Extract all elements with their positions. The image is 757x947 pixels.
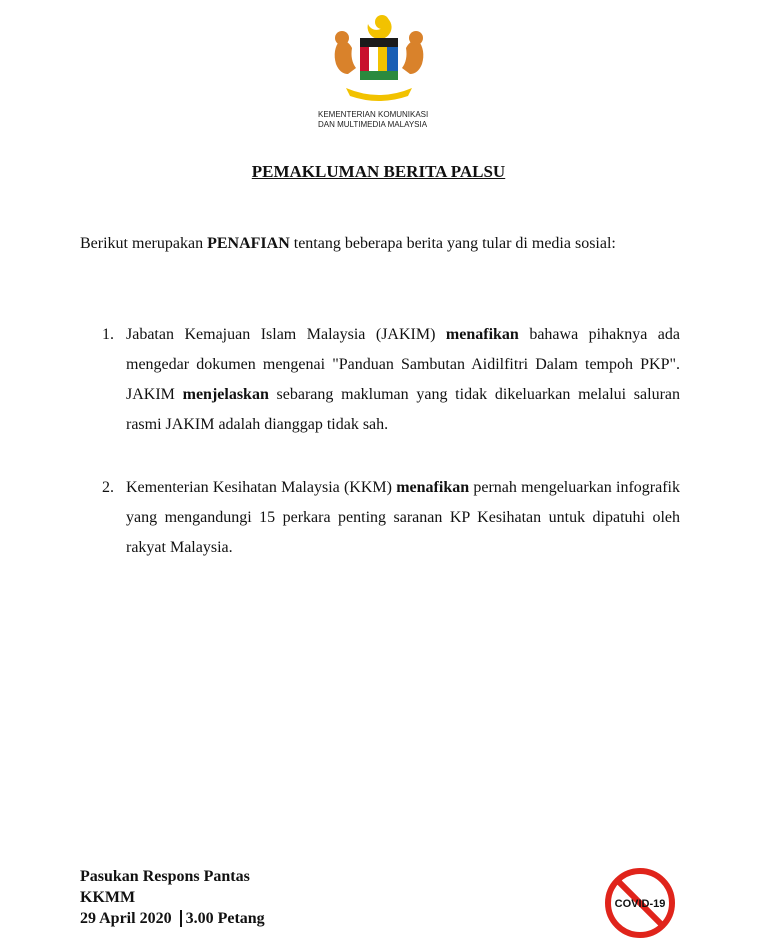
- list-item-text: pernah mengeluarkan infografik yang mengandungi 15 perkara penting saranan KP Kesihatan untuk dipatuhi oleh rakyat Malaysia.: [126, 479, 680, 556]
- list-item-bold: menafikan: [445, 326, 519, 343]
- ministry-name: [318, 110, 468, 130]
- coat-of-arms-icon: [320, 10, 438, 110]
- signature-block: [80, 866, 265, 929]
- separator: [180, 910, 182, 927]
- list-item-bold: menjelaskan: [182, 386, 269, 403]
- intro-paragraph: [80, 228, 680, 259]
- date-time: [80, 908, 265, 929]
- intro-text-2: tentang beberapa berita yang tular di media sosial:: [289, 235, 616, 252]
- team-name: Pasukan Respons Pantas: [80, 868, 250, 885]
- letterhead: [0, 10, 757, 110]
- list-item-text: bahawa pihaknya ada mengedar dokumen mengenai "Panduan Sambutan Aidilfitri Dalam tempoh PKP". JAKIM: [126, 326, 681, 403]
- list-item: [80, 473, 680, 563]
- no-covid-icon: [603, 866, 677, 940]
- list-item-bold: menafikan: [396, 479, 470, 496]
- page-title: PEMAKLUMAN BERITA PALSU: [251, 162, 506, 181]
- intro-bold: PENAFIAN: [207, 235, 290, 252]
- org-name: KKMM: [80, 889, 136, 906]
- disclaimer-list: [80, 320, 680, 563]
- list-item: [80, 320, 680, 440]
- list-item-text: sebarang makluman yang tidak dikeluarkan melalui saluran rasmi JAKIM adalah dianggap tidak sah.: [126, 386, 681, 433]
- time: 3.00 Petang: [185, 910, 265, 927]
- badge-label: COVID-19: [614, 898, 666, 910]
- intro-text-1: Berikut merupakan: [80, 235, 208, 252]
- ministry-line-1: KEMENTERIAN KOMUNIKASI: [318, 110, 429, 119]
- list-item-text: Jabatan Kemajuan Islam Malaysia (JAKIM): [126, 326, 446, 343]
- list-item-text: Kementerian Kesihatan Malaysia (KKM): [126, 479, 397, 496]
- list-item-number: 2.: [102, 479, 114, 496]
- ministry-line-2: DAN MULTIMEDIA MALAYSIA: [318, 120, 428, 129]
- date: 29 April 2020: [80, 910, 172, 927]
- list-item-number: 1.: [102, 326, 114, 343]
